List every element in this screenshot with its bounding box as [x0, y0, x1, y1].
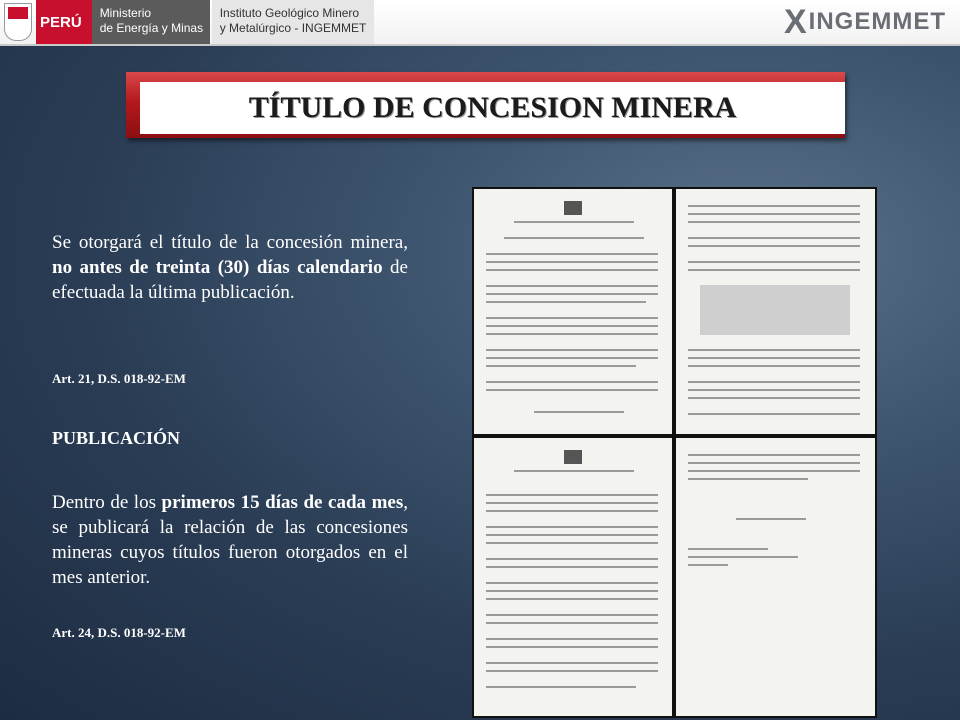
document-page-2 — [676, 189, 875, 434]
p2-part-a: Dentro de los — [52, 492, 162, 513]
ministry-label — [92, 0, 210, 44]
paragraph-1 — [52, 230, 408, 305]
government-branding — [0, 0, 374, 44]
logo-mark: X — [783, 2, 807, 41]
paragraph-1-text — [52, 230, 408, 305]
document-page-4 — [676, 438, 875, 716]
document-page-3 — [474, 438, 672, 716]
document-scan-image — [472, 187, 877, 718]
institute-label — [212, 0, 374, 44]
paragraph-2 — [52, 490, 408, 590]
slide-title: TÍTULO DE CONCESION MINERA — [248, 91, 737, 124]
paragraph-2-text — [52, 490, 408, 590]
peru-shield-icon — [4, 3, 32, 41]
ingemmet-logo-icon — [784, 2, 946, 42]
p2-part-c: , se publicará la relación de las concesiones mineras cuyos títulos fueron otorgados en el mes anterior. — [52, 492, 408, 588]
section-heading: PUBLICACIÓN — [52, 428, 181, 448]
institute-line-2: y Metalúrgico - INGEMMET — [219, 21, 367, 35]
peru-label: PERÚ — [36, 0, 92, 44]
top-header-bar — [0, 0, 960, 46]
ministry-line-2: de Energía y Minas — [99, 21, 204, 35]
ministry-line-1: Ministerio — [99, 6, 152, 20]
p2-bold: primeros 15 días de cada mes — [161, 492, 404, 513]
title-box — [140, 82, 845, 134]
article-ref-1: Art. 21, D.S. 018-92-EM — [52, 371, 186, 386]
p1-part-c: de efectuada la última publicación. — [52, 257, 408, 303]
article-ref-2: Art. 24, D.S. 018-92-EM — [52, 625, 186, 640]
institute-line-1: Instituto Geológico Minero — [219, 6, 360, 20]
p1-part-a: Se otorgará el título de la concesión minera, — [52, 232, 408, 253]
p1-bold: no antes de treinta (30) días calendario — [52, 257, 383, 278]
logo-text: INGEMMET — [808, 8, 946, 35]
document-page-1 — [474, 189, 672, 434]
